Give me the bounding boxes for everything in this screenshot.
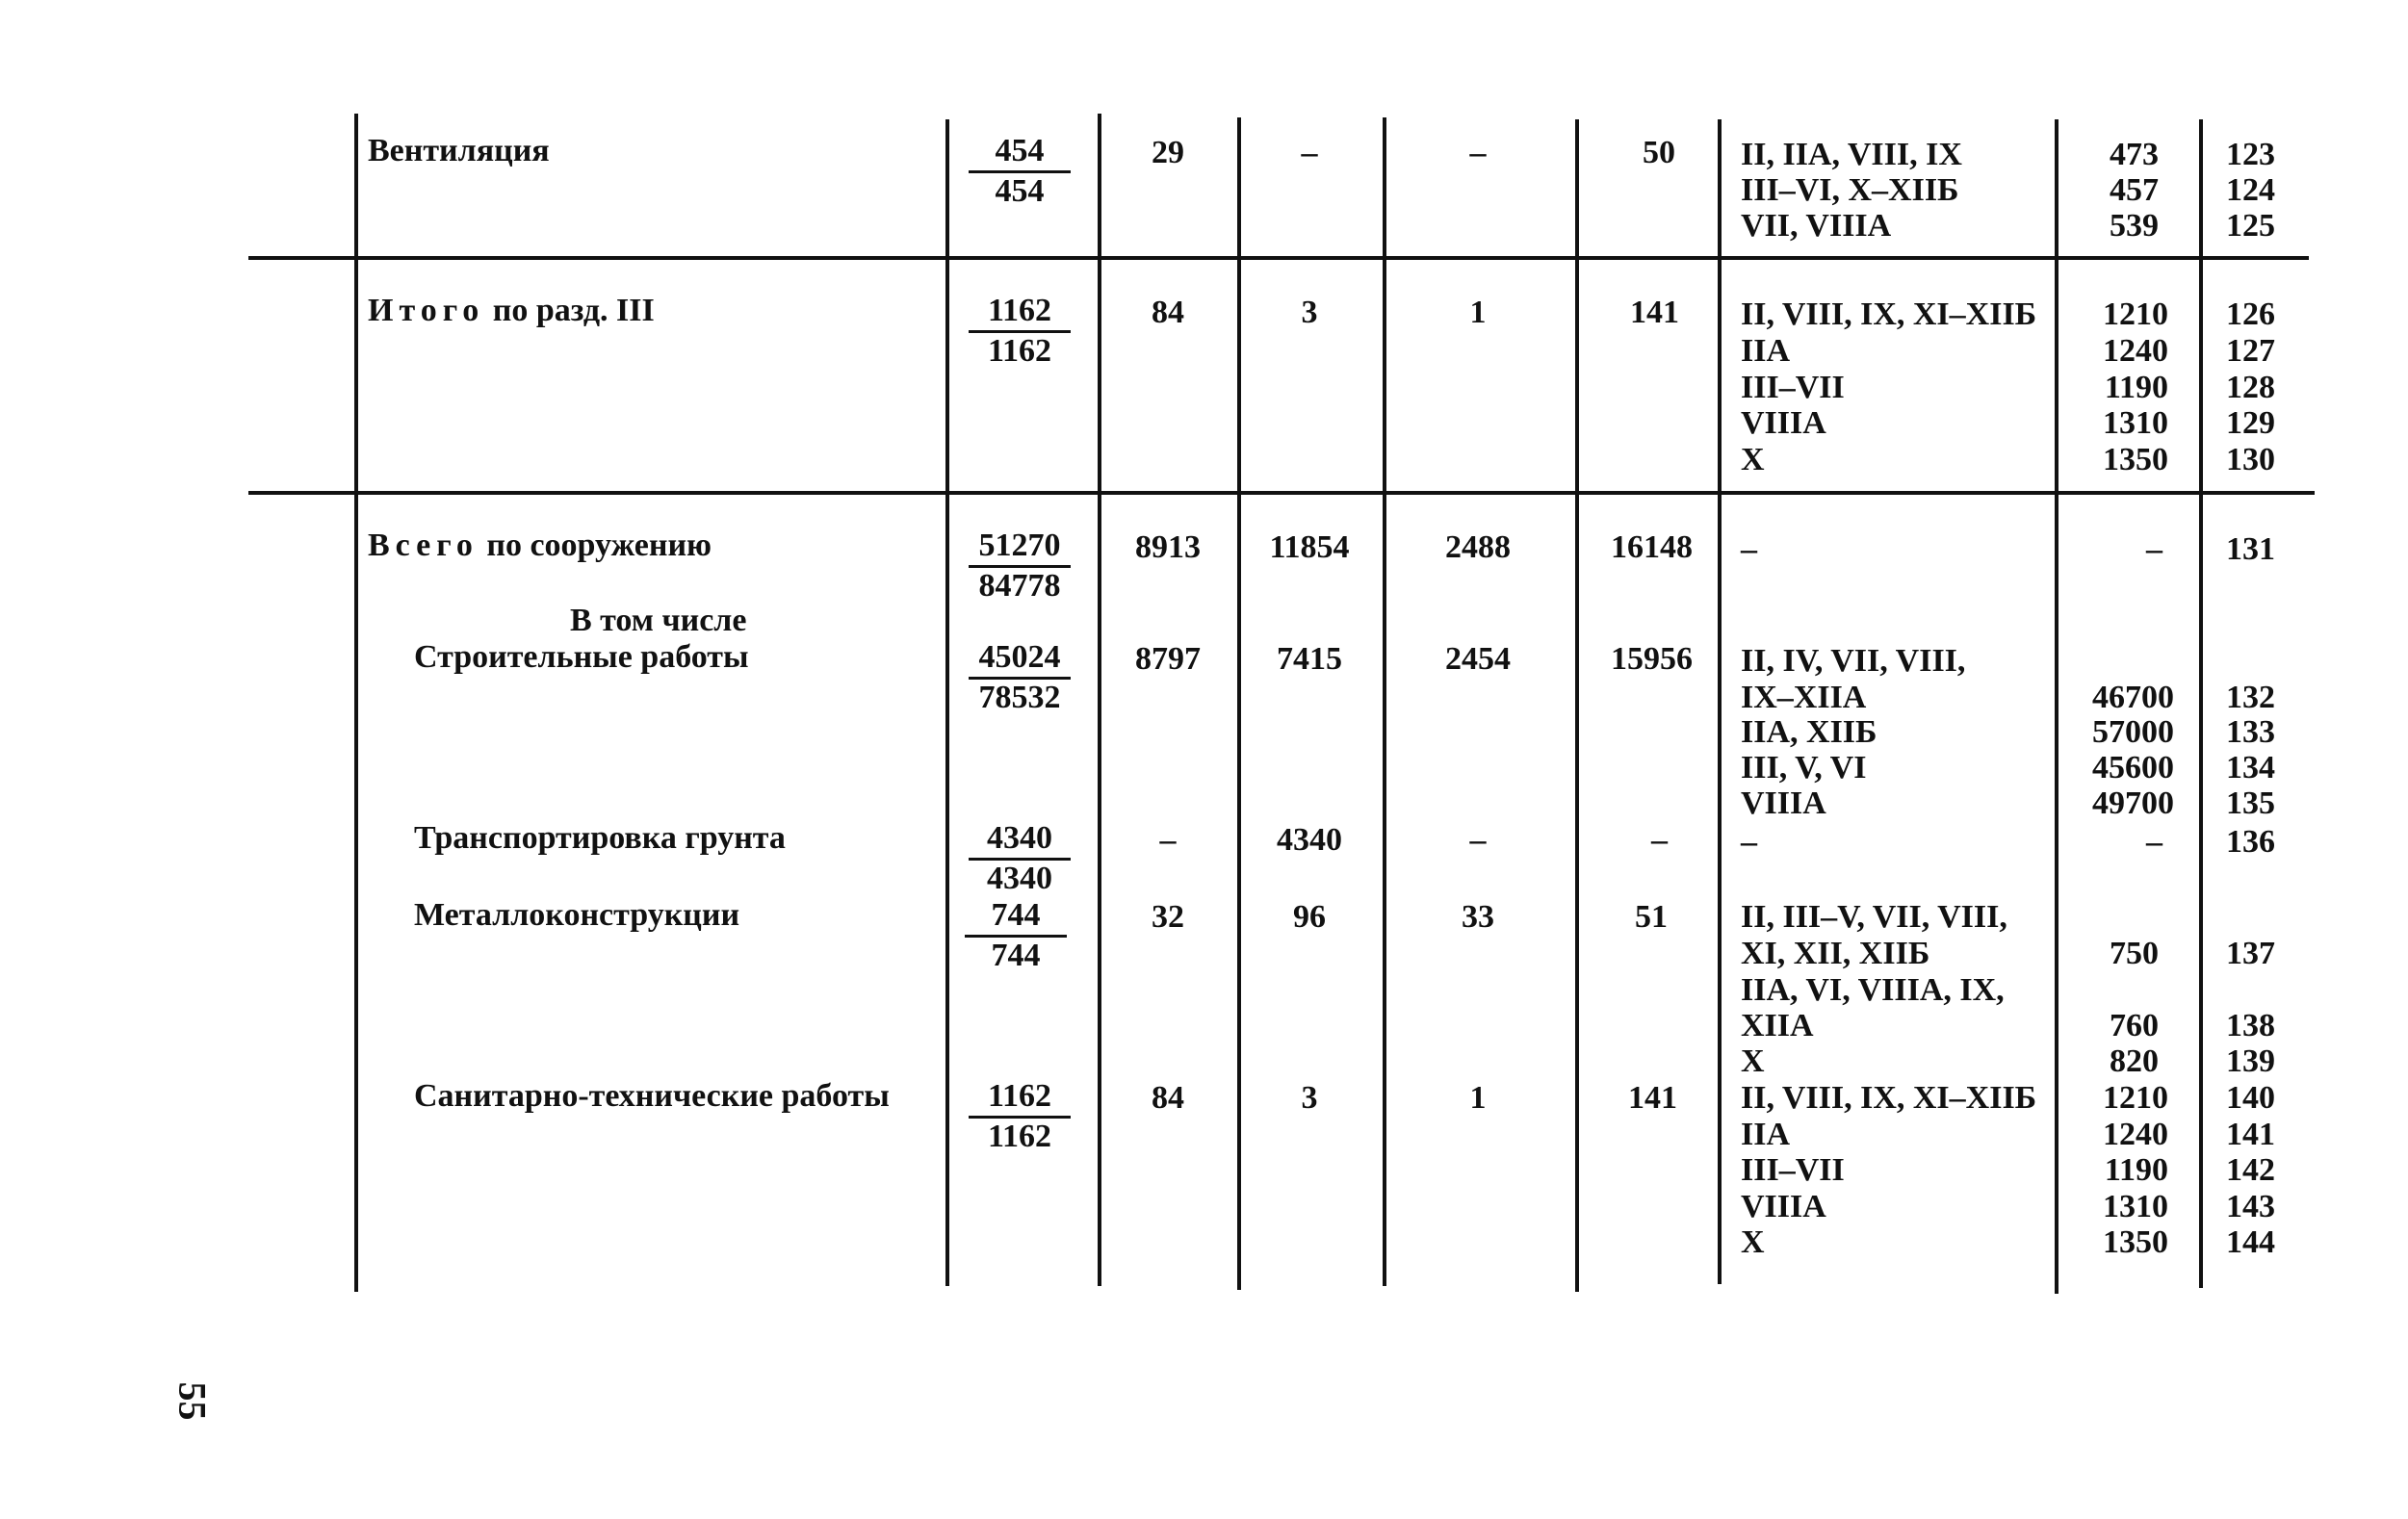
row-stroit-val-2: 57000 [2092, 714, 2174, 750]
row-metall-c3: 32 [1152, 899, 1184, 935]
row-vent-no-2: 124 [2226, 172, 2275, 208]
column-rule-8 [2055, 119, 2058, 1294]
row-itogo-c3: 84 [1152, 295, 1184, 330]
row-itogo-no-3: 128 [2226, 370, 2275, 405]
row-stroit-no-3: 134 [2226, 750, 2275, 785]
row-rule-2 [248, 491, 2315, 495]
fraction-numerator: 454 [995, 133, 1045, 168]
row-transp-c3: – [1159, 822, 1177, 858]
row-rule-1 [248, 256, 2309, 260]
fraction-numerator: 1162 [987, 293, 1052, 328]
row-stroit-name: Строительные работы [414, 639, 749, 675]
row-stroit-group-5: VIIIA [1741, 785, 1826, 821]
row-sanit-val-1: 1210 [2103, 1080, 2168, 1116]
row-sanit-val-3: 1190 [2104, 1152, 2168, 1188]
row-itogo-val-4: 1310 [2103, 405, 2168, 441]
row-sanit-val-4: 1310 [2103, 1189, 2168, 1224]
row-metall-name: Металлоконструкции [414, 897, 740, 933]
row-itogo-no-4: 129 [2226, 405, 2275, 441]
fraction-bar [969, 1116, 1071, 1119]
row-vent-c4: – [1301, 135, 1318, 170]
fraction-bar [969, 170, 1071, 173]
row-itogo-no-5: 130 [2226, 442, 2275, 477]
row-transp-fraction [957, 820, 1082, 897]
fraction-bar [969, 565, 1071, 568]
row-sanit-no-5: 144 [2226, 1224, 2275, 1260]
row-transp-c6: – [1651, 822, 1668, 858]
row-vsego-name-spaced: Всего [368, 528, 479, 563]
row-sanit-c6: 141 [1628, 1080, 1677, 1116]
row-sanit-group-3: III–VII [1741, 1152, 1845, 1188]
row-vent-name: Вентиляция [368, 133, 550, 168]
row-stroit-val-1: 46700 [2092, 680, 2174, 715]
row-metall-c5: 33 [1462, 899, 1494, 935]
row-sanit-c4: 3 [1301, 1080, 1318, 1116]
row-sanit-group-5: X [1741, 1224, 1765, 1260]
row-vent-group-1: II, IIA, VIII, IX [1741, 137, 1962, 172]
row-itogo-val-1: 1210 [2103, 296, 2168, 332]
row-sanit-no-1: 140 [2226, 1080, 2275, 1116]
fraction-bar [965, 935, 1067, 938]
fraction-bar [969, 677, 1071, 680]
column-rule-3 [1098, 114, 1101, 1286]
row-vent-val-1: 473 [2110, 137, 2159, 172]
row-itogo-group-5: X [1741, 442, 1765, 477]
row-sanit-group-4: VIIIA [1741, 1189, 1826, 1224]
fraction-numerator: 744 [991, 897, 1041, 933]
row-vent-c6: 50 [1643, 135, 1675, 170]
row-vsego-c3: 8913 [1135, 529, 1201, 565]
fraction-denominator: 454 [995, 173, 1045, 209]
fraction-numerator: 51270 [978, 528, 1061, 563]
fraction-numerator: 4340 [987, 820, 1052, 856]
row-vent-val-2: 457 [2110, 172, 2159, 208]
row-vsego-c4: 11854 [1269, 529, 1350, 565]
row-sanit-name: Санитарно-технические работы [414, 1078, 890, 1114]
row-metall-group-4: XIIA [1741, 1008, 1814, 1043]
row-sanit-val-5: 1350 [2103, 1224, 2168, 1260]
row-stroit-group-2: IX–XIIA [1741, 680, 1867, 715]
row-metall-group-5: X [1741, 1043, 1765, 1079]
fraction-denominator: 4340 [987, 861, 1052, 896]
row-vent-no-3: 125 [2226, 208, 2275, 244]
row-metall-fraction [953, 897, 1078, 974]
column-rule-5 [1383, 117, 1386, 1286]
fraction-denominator: 744 [991, 938, 1041, 973]
row-stroit-val-4: 49700 [2092, 785, 2174, 821]
page-number: 55 [170, 1381, 215, 1421]
row-itogo-group-2: IIA [1741, 333, 1791, 369]
fraction-bar [969, 858, 1071, 861]
row-vsego-group: – [1741, 531, 1757, 567]
row-transp-c5: – [1469, 822, 1487, 858]
column-rule-9 [2199, 119, 2203, 1288]
row-stroit-c3: 8797 [1135, 641, 1201, 677]
row-itogo-no-2: 127 [2226, 333, 2275, 369]
column-rule-7 [1718, 119, 1722, 1284]
column-rule-4 [1237, 117, 1241, 1290]
row-sanit-no-2: 141 [2226, 1117, 2275, 1152]
row-itogo-group-3: III–VII [1741, 370, 1845, 405]
row-sanit-fraction [957, 1078, 1082, 1155]
row-vent-c5: – [1469, 135, 1487, 170]
row-vent-c3: 29 [1152, 135, 1184, 170]
row-sanit-c5: 1 [1469, 1080, 1487, 1116]
row-stroit-group-4: III, V, VI [1741, 750, 1867, 785]
row-metall-group-3: IIA, VI, VIIIA, IX, [1741, 972, 2005, 1008]
row-vsego-fraction [957, 528, 1082, 605]
row-stroit-no-4: 135 [2226, 785, 2275, 821]
row-stroit-val-3: 45600 [2092, 750, 2174, 785]
row-stroit-no-2: 133 [2226, 714, 2275, 750]
row-vent-group-2: III–VI, X–XIIБ [1741, 172, 1959, 208]
column-rule-2 [945, 119, 949, 1286]
row-vent-fraction [957, 133, 1082, 210]
row-metall-val-1: 750 [2110, 936, 2159, 971]
row-itogo-val-2: 1240 [2103, 333, 2168, 369]
row-vsego-val: – [2146, 531, 2162, 567]
row-vent-val-3: 539 [2110, 208, 2159, 244]
row-metall-val-3: 820 [2110, 1043, 2159, 1079]
row-transp-val: – [2146, 824, 2162, 860]
row-stroit-group-3: IIA, XIIБ [1741, 714, 1877, 750]
row-metall-c6: 51 [1635, 899, 1668, 935]
row-metall-no-1: 137 [2226, 936, 2275, 971]
row-itogo-name-rest: по разд. III [492, 293, 655, 328]
row-vsego-c5: 2488 [1445, 529, 1511, 565]
row-transp-group: – [1741, 824, 1757, 860]
row-transp-name: Транспортировка грунта [414, 820, 786, 856]
row-vent-group-3: VII, VIIIA [1741, 208, 1892, 244]
row-itogo-no-1: 126 [2226, 296, 2275, 332]
fraction-denominator: 78532 [978, 680, 1061, 715]
row-vsego-name [368, 528, 712, 564]
row-itogo-group-4: VIIIA [1741, 405, 1826, 441]
row-stroit-fraction [957, 639, 1082, 716]
row-itogo-c4: 3 [1301, 295, 1318, 330]
fraction-denominator: 1162 [987, 333, 1052, 369]
row-vsego-name-rest: по сооружению [486, 528, 712, 563]
row-itogo-name [368, 293, 655, 329]
row-itogo-val-3: 1190 [2104, 370, 2168, 405]
row-itogo-fraction [957, 293, 1082, 370]
row-metall-no-3: 139 [2226, 1043, 2275, 1079]
row-itogo-name-spaced: Итого [368, 293, 485, 328]
row-stroit-no-1: 132 [2226, 680, 2275, 715]
row-sanit-group-1: II, VIII, IX, XI–XIIБ [1741, 1080, 2037, 1116]
row-metall-val-2: 760 [2110, 1008, 2159, 1043]
fraction-denominator: 84778 [978, 568, 1061, 604]
row-sanit-no-3: 142 [2226, 1152, 2275, 1188]
row-stroit-c6: 15956 [1611, 641, 1693, 677]
fraction-denominator: 1162 [987, 1119, 1052, 1154]
row-sanit-val-2: 1240 [2103, 1117, 2168, 1152]
row-metall-no-2: 138 [2226, 1008, 2275, 1043]
row-vtom-label: В том числе [570, 603, 747, 638]
row-metall-group-2: XI, XII, XIIБ [1741, 936, 1930, 971]
row-sanit-no-4: 143 [2226, 1189, 2275, 1224]
row-vsego-c6: 16148 [1611, 529, 1693, 565]
row-stroit-group-1: II, IV, VII, VIII, [1741, 643, 1966, 679]
row-metall-group-1: II, III–V, VII, VIII, [1741, 899, 2007, 935]
fraction-numerator: 1162 [987, 1078, 1052, 1114]
row-itogo-group-1: II, VIII, IX, XI–XIIБ [1741, 296, 2037, 332]
row-transp-c4: 4340 [1277, 822, 1342, 858]
row-vsego-no: 131 [2226, 531, 2275, 567]
row-transp-no: 136 [2226, 824, 2275, 860]
row-metall-c4: 96 [1293, 899, 1326, 935]
row-itogo-c5: 1 [1469, 295, 1487, 330]
fraction-bar [969, 330, 1071, 333]
column-rule-1 [354, 114, 358, 1292]
row-vent-no-1: 123 [2226, 137, 2275, 172]
fraction-numerator: 45024 [978, 639, 1061, 675]
row-itogo-c6: 141 [1630, 295, 1679, 330]
row-stroit-c5: 2454 [1445, 641, 1511, 677]
row-sanit-group-2: IIA [1741, 1117, 1791, 1152]
row-itogo-val-5: 1350 [2103, 442, 2168, 477]
row-stroit-c4: 7415 [1277, 641, 1342, 677]
row-sanit-c3: 84 [1152, 1080, 1184, 1116]
